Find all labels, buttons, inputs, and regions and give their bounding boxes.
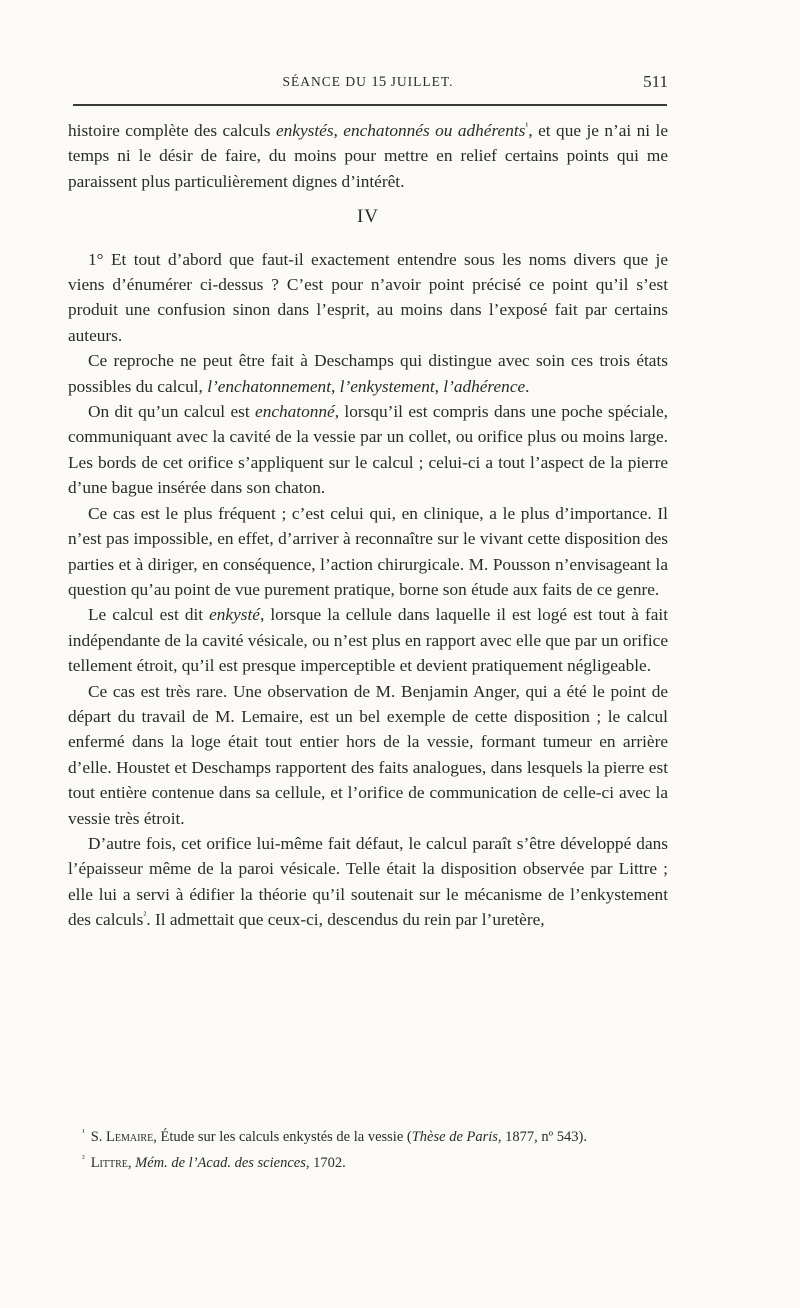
paragraph: 1° Et tout d’abord que faut-il exactement entendre sous les noms divers que je viens d’énumérer ci-dessus ? C’est pour n’avoir point précisé ce point qu’il s’est produit une confusion sinon dans l’esprit, au moins dans l’exposé fait par certains auteurs.: [68, 249, 668, 345]
italic-run: l’enkystement: [339, 376, 435, 396]
paragraph: [68, 602, 668, 678]
running-head-title: [68, 74, 668, 91]
text-run: . Il admettait que ceux-ci, descendus du rein par l’uretère,: [146, 910, 545, 930]
italic-run: l’enchatonnement: [207, 376, 331, 396]
italic-run: Mém. de l’Acad. des sciences: [135, 1154, 306, 1171]
text-run: ,: [127, 1154, 136, 1171]
paragraph: [68, 831, 668, 933]
paragraph: Ce cas est le plus fréquent ; c’est celui qui, en clinique, a le plus d’importance. Il n’est pas impossible, en effet, d’arriver à reconnaître sur le vivant cette disposition des parties et à diriger, en conséquence, l’action chirurgicale. M. Pousson n’envisageant la question qu’au point de vue purement pratique, borne son étude aux faits de ce genre.: [68, 503, 668, 599]
text-run: , lorsqu’il est compris dans une poche spéciale, communiquant avec la cavité de la vessie par un collet, ou orifice plus ou moins large. Les bords de cet orifice s’appliquent sur le calcul ; celui-ci a tout l’aspect de la pierre d’une bague insérée dans son chaton.: [68, 402, 668, 498]
text-run: .: [525, 376, 530, 396]
text-run: ,: [434, 376, 444, 396]
text-run: , lorsque la cellule dans laquelle il est logé est tout à fait indépendante de la cavité vésicale, ou n’est plus en rapport avec elle que par un orifice tellement étroit, qu’il est presque imperceptible et devient pratiquement négligeable.: [68, 605, 668, 676]
footnote-ref-1: ¹: [525, 121, 529, 133]
text-run: Ce reproche ne peut être fait à Deschamps qui distingue avec soin ces trois états possibles du calcul,: [68, 351, 668, 396]
text-run: ,: [331, 376, 340, 396]
footnote-1: [68, 1122, 668, 1148]
header-rule: [73, 104, 667, 106]
italic-run: enchatonné: [255, 402, 335, 422]
footnote-ref-2: ²: [143, 910, 147, 922]
text-run: histoire complète des calculs: [68, 121, 276, 140]
page-number: 511: [643, 72, 668, 91]
footnote-mark: ²: [82, 1152, 85, 1163]
footnote-author: S. Lemaire: [90, 1128, 154, 1145]
paragraph-continued: [68, 118, 668, 194]
running-head-day: 15: [371, 74, 387, 90]
footnote-mark: ¹: [82, 1127, 85, 1137]
running-head-prefix: SÉANCE DU: [282, 74, 372, 89]
running-head: [68, 74, 668, 98]
footnotes: [68, 1122, 668, 1174]
footnote-author: Littre: [90, 1154, 128, 1171]
text-run: , Étude sur les calculs enkystés de la vessie (: [153, 1128, 412, 1145]
main-text: [68, 118, 668, 933]
text-run: D’autre fois, cet orifice lui-même fait défaut, le calcul paraît s’être développé dans l’épaisseur même de la paroi vésicale. Telle était la disposition observée par Littre ; elle lui a servi à édifier la théorie qu’il soutenait sur le mécanisme de l’enkystement des calculs: [68, 833, 668, 930]
section-heading: IV: [356, 206, 380, 228]
paragraph: [68, 348, 668, 399]
italic-run: enkystés, enchatonnés ou adhérents: [275, 121, 526, 140]
text-run: , et que je n’ai ni le temps ni le désir de faire, du moins pour mettre en relief certains points qui me paraissent plus particulièrement dignes d’intérêt.: [68, 121, 669, 191]
text-run: , 1702.: [305, 1154, 346, 1171]
italic-run: Thèse de Paris: [411, 1128, 498, 1145]
paragraph: Ce cas est très rare. Une observation de M. Benjamin Anger, qui a été le point de départ du travail de M. Lemaire, est un bel exemple de cette disposition ; le calcul enfermé dans la loge était tout entier hors de la vessie, formant tumeur en arrière d’elle. Houstet et Deschamps rapportent des faits analogues, dans lesquels la pierre est tout entière contenue dans sa cellule, et l’orifice de communication de celle-ci avec la vessie très étroit.: [68, 681, 668, 828]
text-run: Le calcul est dit: [88, 605, 210, 625]
text-run: , 1877, nº 543).: [497, 1128, 587, 1145]
text-run: On dit qu’un calcul est: [88, 402, 256, 422]
running-head-suffix: JUILLET.: [386, 74, 454, 89]
paragraph: [68, 399, 668, 501]
italic-run: l’adhérence: [443, 376, 526, 396]
footnote-2: [68, 1148, 668, 1174]
italic-run: enkysté: [209, 605, 260, 625]
